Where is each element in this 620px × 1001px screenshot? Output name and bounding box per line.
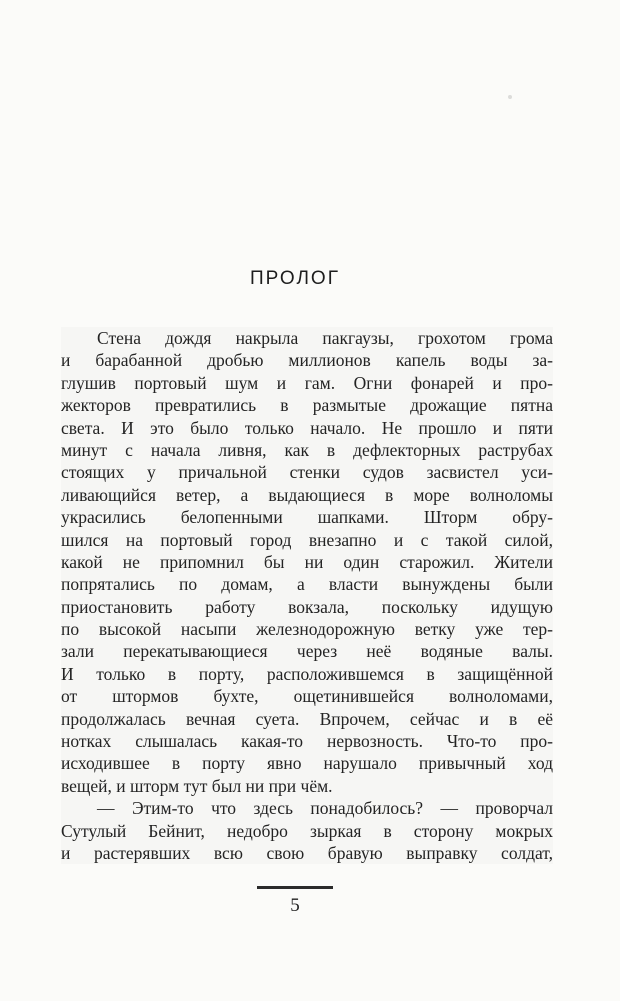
text-line: жекторов превратились в размытые дрожащие пятна <box>61 395 553 416</box>
text-line: какой не припомнил бы ни один старожил. Жители <box>61 551 553 572</box>
page-number: 5 <box>290 894 300 916</box>
text-line: стоящих у причальной стенки судов засвистел уси- <box>61 462 553 483</box>
text-line: ливающийся ветер, а выдающиеся в море волноломы <box>61 484 553 505</box>
text-line: вещей, и шторм тут был ни при чём. <box>61 775 553 797</box>
text-line: И только в порту, расположившемся в защищённой <box>61 663 553 684</box>
footer-inner <box>255 886 335 917</box>
text-line: украсились белопенными шапками. Шторм обру- <box>61 507 553 528</box>
text-line: и растерявших всю свою бравую выправку солдат, <box>61 842 553 863</box>
page-footer <box>61 886 553 917</box>
footer-rule <box>257 886 333 889</box>
text-line: глушив портовый шум и гам. Огни фонарей и про- <box>61 372 553 393</box>
scan-artifact-dot <box>508 95 512 99</box>
chapter-title: ПРОЛОГ <box>249 268 340 289</box>
text-line: и барабанной дробью миллионов капель воды за- <box>61 350 553 371</box>
text-line: исходившее в порту явно нарушало привычный ход <box>61 753 553 774</box>
text-line: Стена дождя накрыла пакгаузы, грохотом грома <box>61 327 553 349</box>
text-line: от штормов бухте, ощетинившейся волноломами, <box>61 686 553 707</box>
text-line: нотках слышалась какая-то нервозность. Что-то про- <box>61 731 553 752</box>
body-text <box>61 327 553 864</box>
text-line: минут с начала ливня, как в дефлекторных раструбах <box>61 439 553 460</box>
text-line: попрятались по домам, а власти вынуждены были <box>61 574 553 595</box>
text-line: зали перекатывающиеся через неё водяные валы. <box>61 641 553 662</box>
text-line: приостановить работу вокзала, поскольку идущую <box>61 596 553 617</box>
text-line: продолжалась вечная суета. Впрочем, сейчас и в её <box>61 708 553 729</box>
text-line: Сутулый Бейнит, недобро зыркая в сторону мокрых <box>61 820 553 841</box>
text-line: шился на портовый город внезапно и с такой силой, <box>61 529 553 550</box>
text-line: по высокой насыпи железнодорожную ветку уже тер- <box>61 619 553 640</box>
text-line: света. И это было только начало. Не прошло и пяти <box>61 417 553 438</box>
text-line: — Этим-то что здесь понадобилось? — проворчал <box>61 797 553 819</box>
